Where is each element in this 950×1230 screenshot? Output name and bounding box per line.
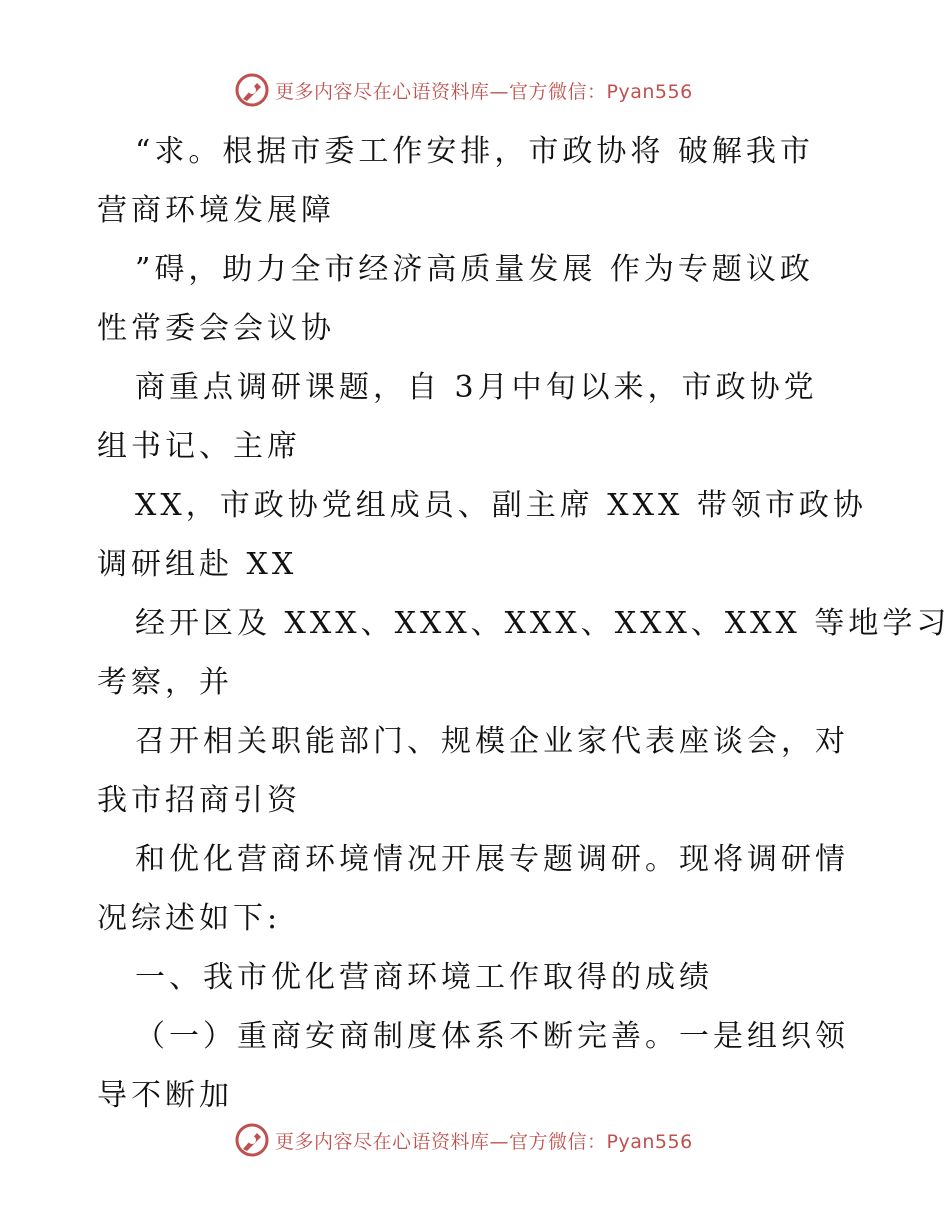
text-line: XX，市政协党组成员、副主席 XXX 带领市政协	[135, 488, 867, 523]
text-line: 营商环境发展障	[97, 193, 335, 228]
text-line: 调研组赴 XX	[97, 547, 298, 582]
text-line: 考察，并	[97, 665, 233, 700]
text-line: “求。根据市委工作安排，市政协将 破解我市	[135, 134, 814, 169]
section-heading: 一、我市优化营商环境工作取得的成绩	[135, 960, 713, 995]
logo-icon	[235, 73, 269, 107]
text-line: 性常委会会议协	[97, 311, 335, 346]
logo-icon	[235, 1123, 269, 1157]
footer-watermark	[235, 1122, 693, 1158]
text-line: 况综述如下:	[97, 901, 282, 936]
watermark-text: 更多内容尽在心语资料库—官方微信：Pyan556	[275, 1130, 693, 1153]
text-line: 导不断加	[97, 1078, 233, 1113]
document-body	[97, 122, 950, 1125]
text-line: 和优化营商环境情况开展专题调研。现将调研情	[135, 842, 849, 877]
text-line: ”碍，助力全市经济高质量发展 作为专题议政	[135, 252, 814, 287]
header-watermark	[235, 72, 693, 108]
text-line: 我市招商引资	[97, 783, 301, 818]
text-line: 召开相关职能部门、规模企业家代表座谈会，对	[135, 724, 849, 759]
text-line: 经开区及 XXX、XXX、XXX、XXX、XXX 等地学习	[135, 606, 950, 641]
watermark-text: 更多内容尽在心语资料库—官方微信：Pyan556	[275, 80, 693, 103]
text-line: 商重点调研课题，自 3月中旬以来，市政协党	[135, 370, 818, 405]
text-line: 组书记、主席	[97, 429, 301, 464]
text-line: （一）重商安商制度体系不断完善。一是组织领	[135, 1019, 849, 1054]
